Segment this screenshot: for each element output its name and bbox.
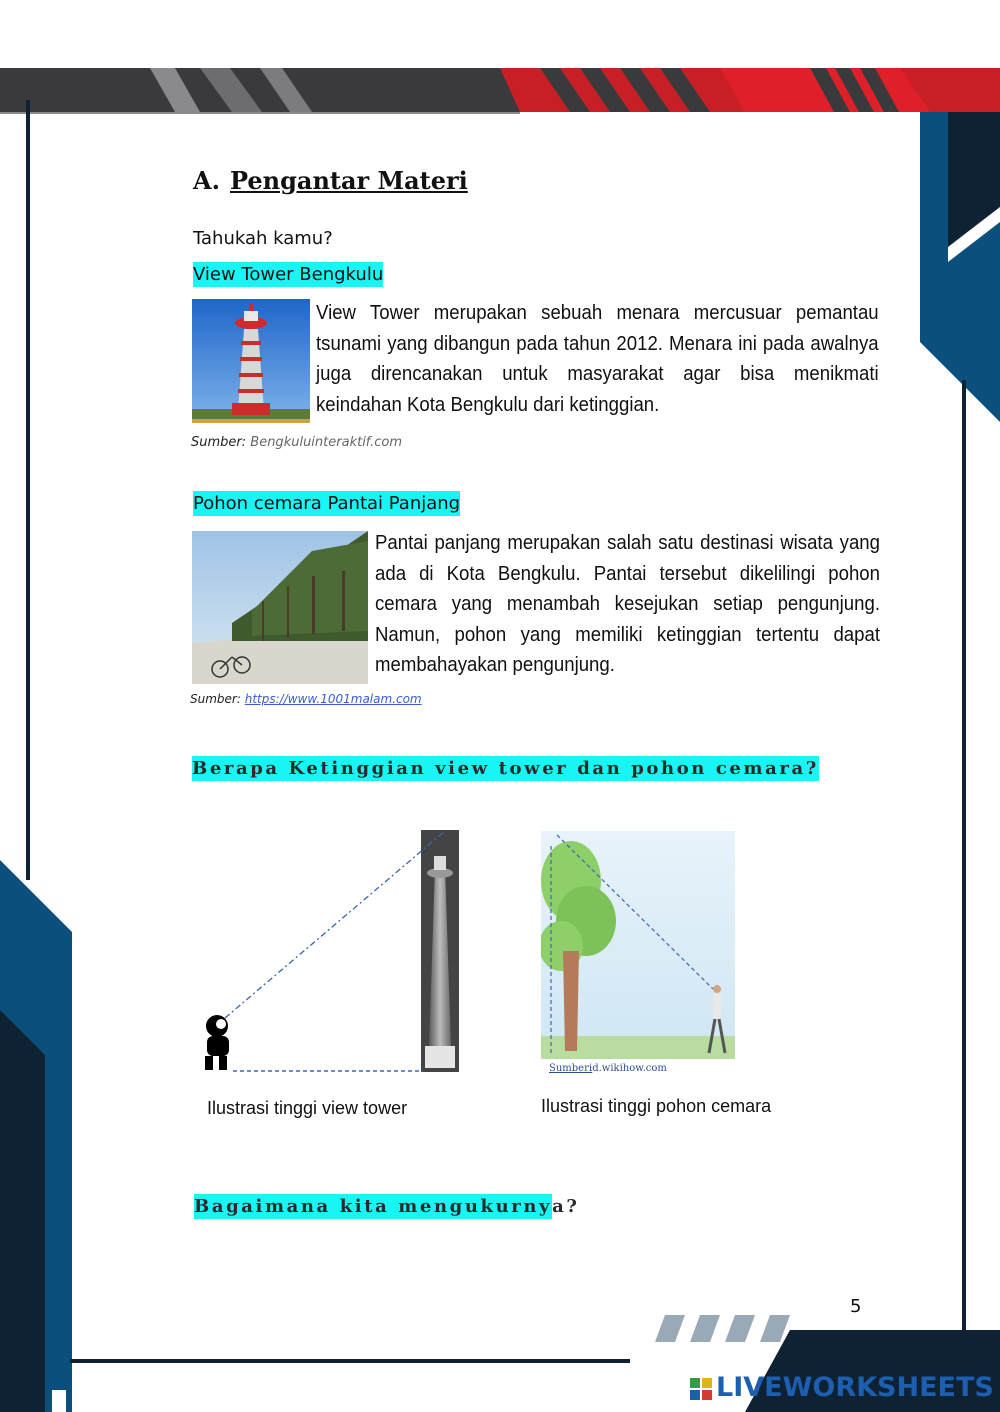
tree-source-value: id.wikihow.com <box>589 1063 667 1074</box>
section-heading <box>193 166 468 195</box>
beach-source <box>190 692 422 706</box>
tree-source-label: Sumber: <box>549 1063 593 1074</box>
watermark <box>690 1372 994 1403</box>
tower-caption: Ilustrasi tinggi view tower <box>207 1098 408 1118</box>
tower-photo <box>192 299 310 423</box>
question-heights-text: Berapa Ketinggian view tower dan pohon cemara? <box>192 758 819 779</box>
tower-illustration <box>195 828 465 1080</box>
right-decoration <box>920 112 1000 422</box>
question-measure-tail: a? <box>552 1196 580 1217</box>
tree-illustration <box>541 831 735 1077</box>
frame-left-line <box>26 100 30 880</box>
frame-right-line <box>962 380 966 1350</box>
section-letter: A. <box>193 166 220 195</box>
beach-source-link[interactable]: https://www.1001malam.com <box>244 692 422 706</box>
question-measure-main: Bagaimana kita mengukurny <box>194 1196 553 1217</box>
beach-photo <box>192 531 368 684</box>
tower-heading <box>193 264 383 285</box>
frame-bottom-line <box>70 1359 630 1363</box>
tower-heading-text: View Tower Bengkulu <box>193 264 384 285</box>
beach-heading <box>193 493 460 514</box>
watermark-logo-icon <box>690 1378 712 1400</box>
watermark-text: LIVEWORKSHEETS <box>716 1372 994 1403</box>
tower-source-value: Bengkuluinteraktif.com <box>250 435 403 450</box>
question-heights <box>192 758 819 779</box>
tower-paragraph: View Tower merupakan sebuah menara mercusuar pemantau tsunami yang dibangun pada tahun 2012. Menara ini pada awalnya juga direncanakan untuk masyarakat agar bisa menikmati keindahan Kota Bengkulu dari ketinggian. <box>316 302 879 416</box>
left-decoration <box>0 860 75 1412</box>
tower-source <box>191 435 402 450</box>
intro-question: Tahukah kamu? <box>193 228 333 249</box>
page-number: 5 <box>850 1296 862 1317</box>
header-decoration <box>0 60 1000 120</box>
section-title: Pengantar Materi <box>229 166 468 195</box>
beach-heading-text: Pohon cemara Pantai Panjang <box>193 493 461 514</box>
tree-caption: Ilustrasi tinggi pohon cemara <box>541 1096 772 1116</box>
question-measure <box>194 1196 580 1217</box>
tower-source-label: Sumber: <box>191 435 247 450</box>
beach-paragraph: Pantai panjang merupakan salah satu destinasi wisata yang ada di Kota Bengkulu. Pantai tersebut dikelilingi pohon cemara yang menambah kesejukan setiap pengunjung. Namun, pohon yang memiliki ketinggian tertentu dapat membahayakan pengunjung. <box>375 532 880 676</box>
beach-source-label: Sumber: <box>190 692 241 706</box>
